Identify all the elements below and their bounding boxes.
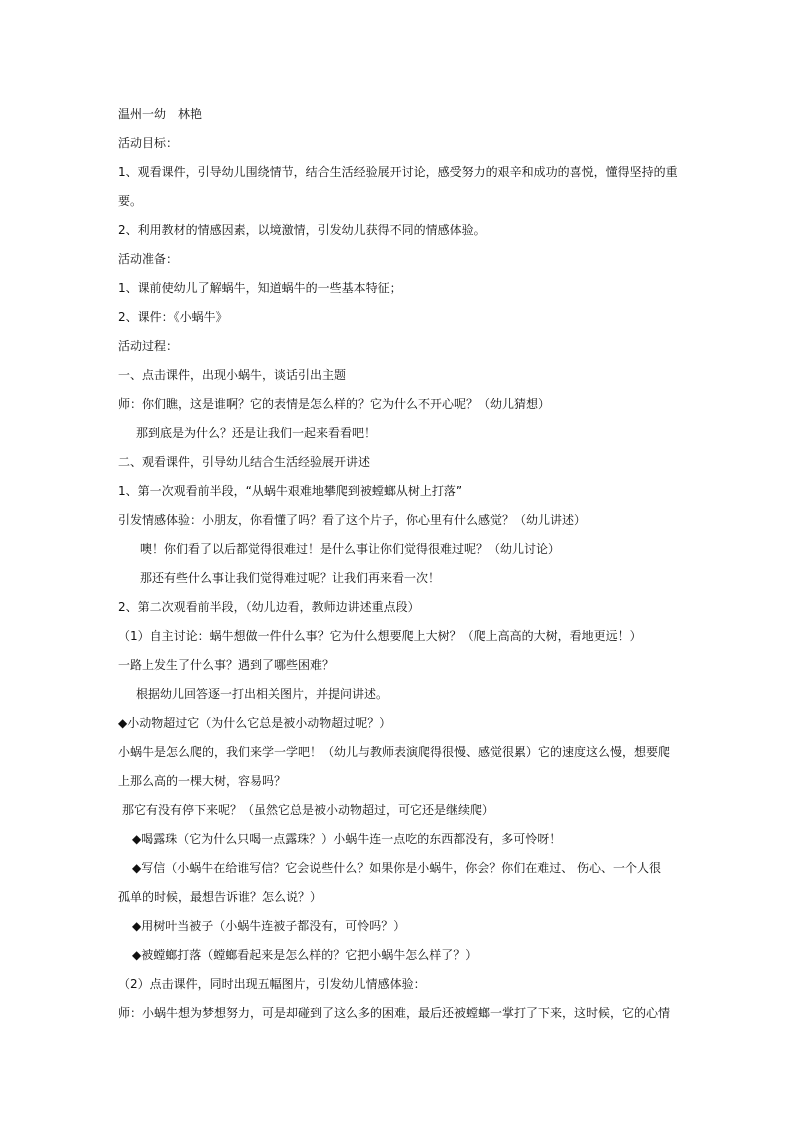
paragraph-line: 1、观看课件，引导幼儿围绕情节，结合生活经验展开讨论，感受努力的艰辛和成功的喜悦，懂得坚持的重 (118, 165, 678, 179)
paragraph-line: 师：你们瞧，这是谁啊？它的表情是怎么样的？它为什么不开心呢？（幼儿猜想） (118, 397, 551, 411)
paragraph-line: 1、课前使幼儿了解蜗牛，知道蜗牛的一些基本特征； (118, 281, 402, 295)
subsection-heading: 二、观看课件，引导幼儿结合生活经验展开讲述 (118, 455, 371, 469)
paragraph-line: 那还有些什么事让我们觉得难过呢？让我们再来看一次！ (140, 571, 441, 585)
section-heading-process: 活动过程： (118, 339, 179, 353)
paragraph-line: 那它有没有停下来呢？（虽然它总是被小动物超过，可它还是继续爬） (122, 803, 495, 817)
paragraph-line: 1、第一次观看前半段，“从蜗牛艰难地攀爬到被螳螂从树上打落” (118, 484, 463, 498)
bullet-line: ◆小动物超过它（为什么它总是被小动物超过呢？） (118, 716, 392, 730)
paragraph-line: 那到底是为什么？还是让我们一起来看看吧！ (136, 426, 377, 440)
paragraph-line: （1）自主讨论：蜗牛想做一件什么事？它为什么想要爬上大树？（爬上高高的大树，看地更远！） (118, 629, 642, 643)
paragraph-line: 师：小蜗牛想为梦想努力，可是却碰到了这么多的困难，最后还被螳螂一掌打了下来，这时候，它的心情 (118, 1006, 671, 1020)
paragraph-line: 根据幼儿回答逐一打出相关图片，并提问讲述。 (136, 687, 389, 701)
paragraph-line: 引发情感体验：小朋友，你看懂了吗？看了这个片子，你心里有什么感觉？（幼儿讲述） (118, 513, 587, 527)
paragraph-line: 小蜗牛是怎么爬的，我们来学一学吧！（幼儿与教师表演爬得很慢、感觉很累）它的速度这么慢，想要爬 (118, 745, 671, 759)
author-line: 温州一幼 林艳 (118, 107, 203, 121)
document-body (118, 100, 678, 1028)
paragraph-line: 要。 (118, 194, 143, 208)
paragraph-line: （2）点击课件，同时出现五幅图片，引发幼儿情感体验： (118, 977, 426, 991)
bullet-line: ◆用树叶当被子（小蜗牛连被子都没有，可怜吗？） (132, 919, 406, 933)
subsection-heading: 一、点击课件，出现小蜗牛，谈话引出主题 (118, 368, 347, 382)
section-heading-preparation: 活动准备： (118, 252, 179, 266)
paragraph-line: 孤单的时候，最想告诉谁？怎么说？） (118, 890, 323, 904)
paragraph-line: 一路上发生了什么事？遇到了哪些困难？ (118, 658, 335, 672)
section-heading-goals: 活动目标： (118, 136, 179, 150)
bullet-line: ◆写信（小蜗牛在给谁写信？它会说些什么？如果你是小蜗牛，你会？你们在难过、 伤心、一个人很 (132, 861, 662, 875)
bullet-line: ◆被螳螂打落（螳螂看起来是怎么样的？它把小蜗牛怎么样了？） (132, 948, 478, 962)
paragraph-line: 上那么高的一棵大树，容易吗？ (118, 774, 287, 788)
paragraph-line: 2、课件：《小蜗牛》 (118, 310, 228, 324)
paragraph-line: 噢！你们看了以后都觉得很难过！是什么事让你们觉得很难过呢？（幼儿讨论） (140, 542, 561, 556)
bullet-line: ◆喝露珠（它为什么只喝一点露珠？）小蜗牛连一点吃的东西都没有，多可怜呀！ (132, 832, 562, 846)
paragraph-line: 2、第二次观看前半段，（幼儿边看，教师边讲述重点段） (118, 600, 420, 614)
paragraph-line: 2、利用教材的情感因素，以境激情，引发幼儿获得不同的情感体验。 (118, 223, 486, 237)
